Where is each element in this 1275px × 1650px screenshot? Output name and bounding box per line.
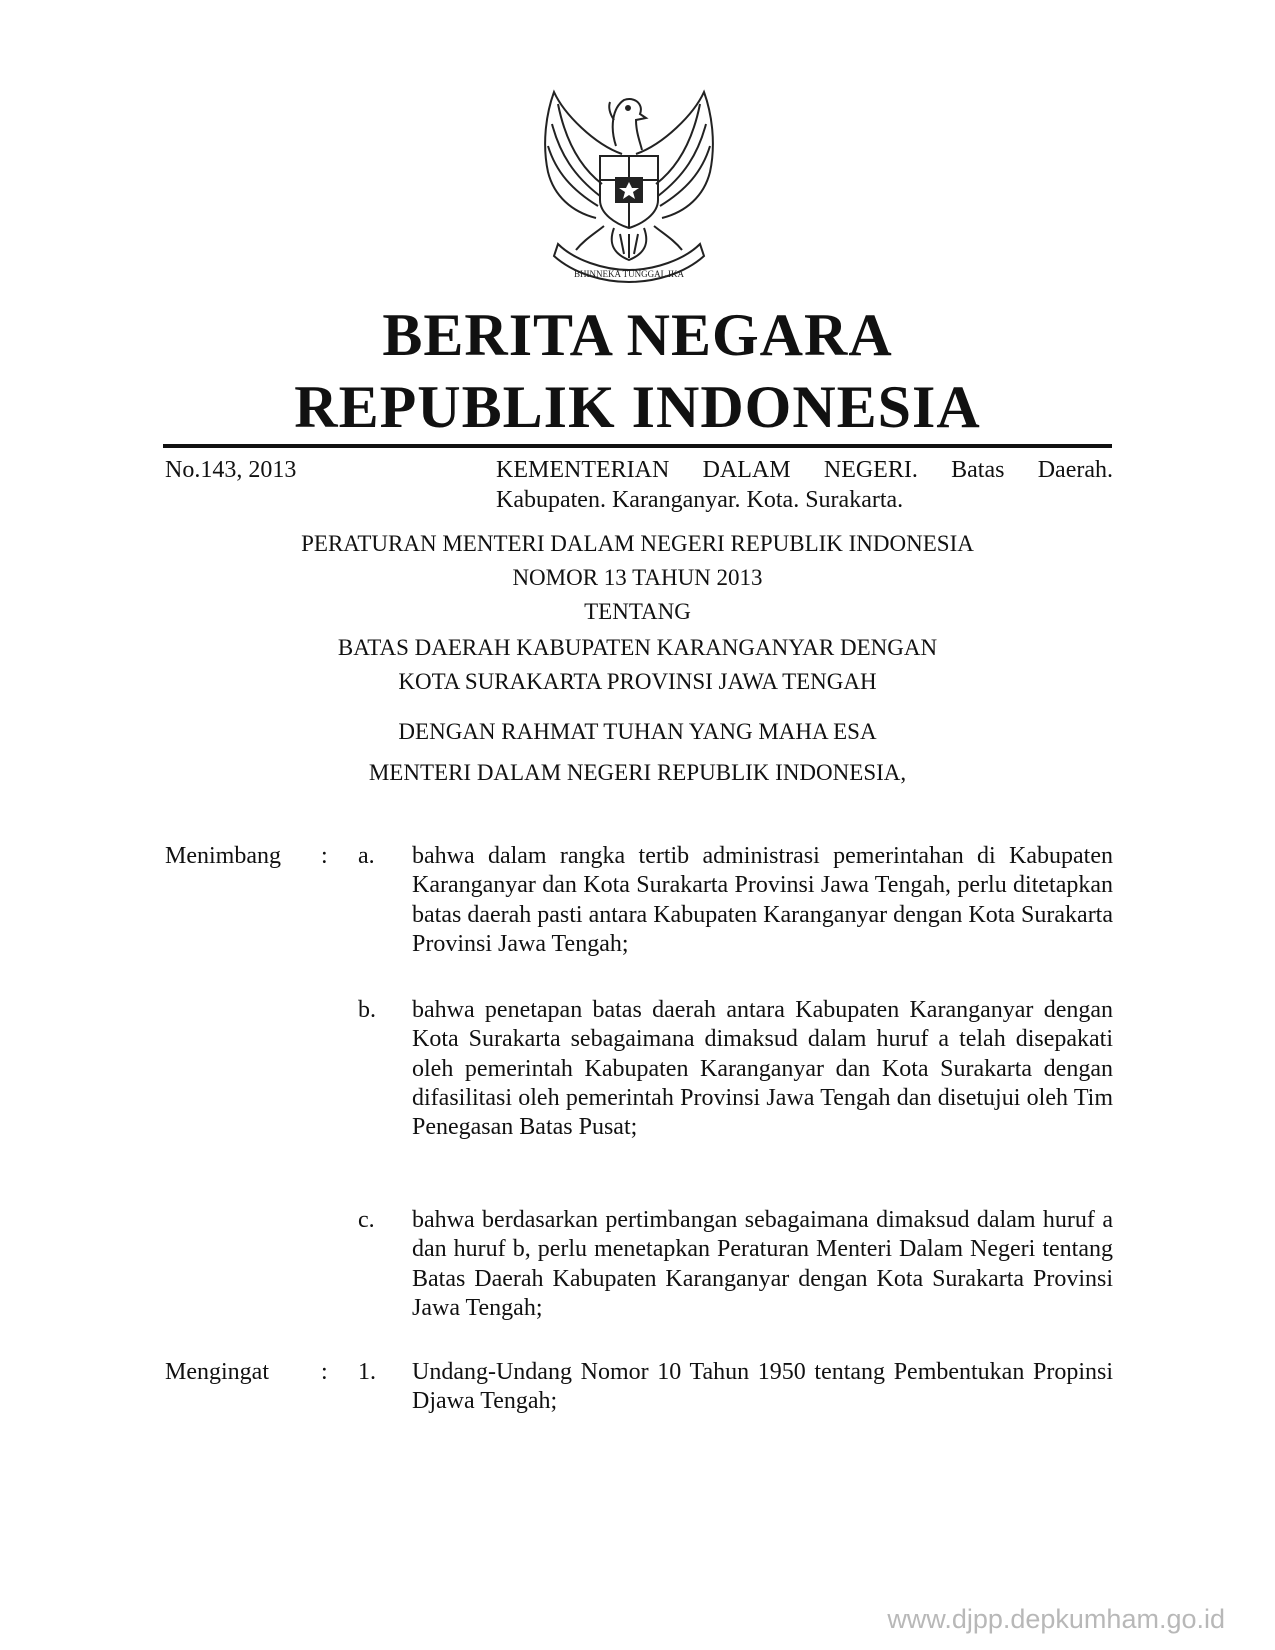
menimbang-label: Menimbang	[165, 843, 281, 869]
regulation-invocation: DENGAN RAHMAT TUHAN YANG MAHA ESA	[398, 719, 877, 744]
menimbang-colon: :	[321, 843, 328, 869]
issue-topic	[496, 455, 1113, 515]
menimbang-item-b-marker: b.	[358, 997, 376, 1023]
mengingat-colon: :	[321, 1359, 328, 1385]
regulation-subject-line2: KOTA SURAKARTA PROVINSI JAWA TENGAH	[398, 669, 877, 694]
issue-topic-line1: KEMENTERIAN DALAM NEGERI. Batas Daerah.	[496, 457, 1113, 483]
emblem-motto: BHINNEKA TUNGGAL IKA	[574, 269, 684, 279]
regulation-title: PERATURAN MENTERI DALAM NEGERI REPUBLIK INDONESIA	[301, 531, 974, 556]
masthead-title-line2: REPUBLIK INDONESIA	[294, 374, 981, 440]
masthead-divider	[163, 444, 1112, 448]
menimbang-item-c-marker: c.	[358, 1207, 375, 1233]
issue-number: No.143, 2013	[165, 457, 297, 483]
garuda-emblem-icon	[524, 84, 734, 284]
regulation-issuer: MENTERI DALAM NEGERI REPUBLIK INDONESIA,	[368, 760, 907, 785]
mengingat-label: Mengingat	[165, 1359, 269, 1385]
regulation-about: TENTANG	[584, 599, 691, 624]
menimbang-item-c-text: bahwa berdasarkan pertimbangan sebagaimana dimaksud dalam huruf a dan huruf b, perlu menetapkan Peraturan Menteri Dalam Negeri tentang Batas Daerah Kabupaten Karanganyar dengan Kota Surakarta Provinsi Jawa Tengah;	[412, 1207, 1113, 1321]
mengingat-item-1-marker: 1.	[358, 1359, 376, 1385]
regulation-number: NOMOR 13 TAHUN 2013	[512, 565, 763, 590]
watermark-link[interactable]: www.djpp.depkumham.go.id	[887, 1604, 1225, 1634]
menimbang-item-a-marker: a.	[358, 843, 375, 869]
masthead-title-line1: BERITA NEGARA	[382, 302, 893, 368]
regulation-subject-line1: BATAS DAERAH KABUPATEN KARANGANYAR DENGAN	[337, 635, 938, 660]
menimbang-item-a-text: bahwa dalam rangka tertib administrasi pemerintahan di Kabupaten Karanganyar dan Kota Surakarta Provinsi Jawa Tengah, perlu ditetapkan batas daerah pasti antara Kabupaten Karanganyar dengan Kota Surakarta Provinsi Jawa Tengah;	[412, 843, 1114, 957]
issue-topic-line2: Kabupaten. Karanganyar. Kota. Surakarta.	[496, 487, 904, 513]
mengingat-item-1-text: Undang-Undang Nomor 10 Tahun 1950 tentang Pembentukan Propinsi Djawa Tengah;	[412, 1359, 1113, 1415]
menimbang-item-b-text: bahwa penetapan batas daerah antara Kabupaten Karanganyar dengan Kota Surakarta sebagaimana dimaksud dalam huruf a telah disepakati oleh pemerintah Kabupaten Karanganyar dan Kota Surakarta dengan difasilitasi oleh pemerintah Provinsi Jawa Tengah dan disetujui oleh Tim Penegasan Batas Pusat;	[412, 997, 1113, 1141]
